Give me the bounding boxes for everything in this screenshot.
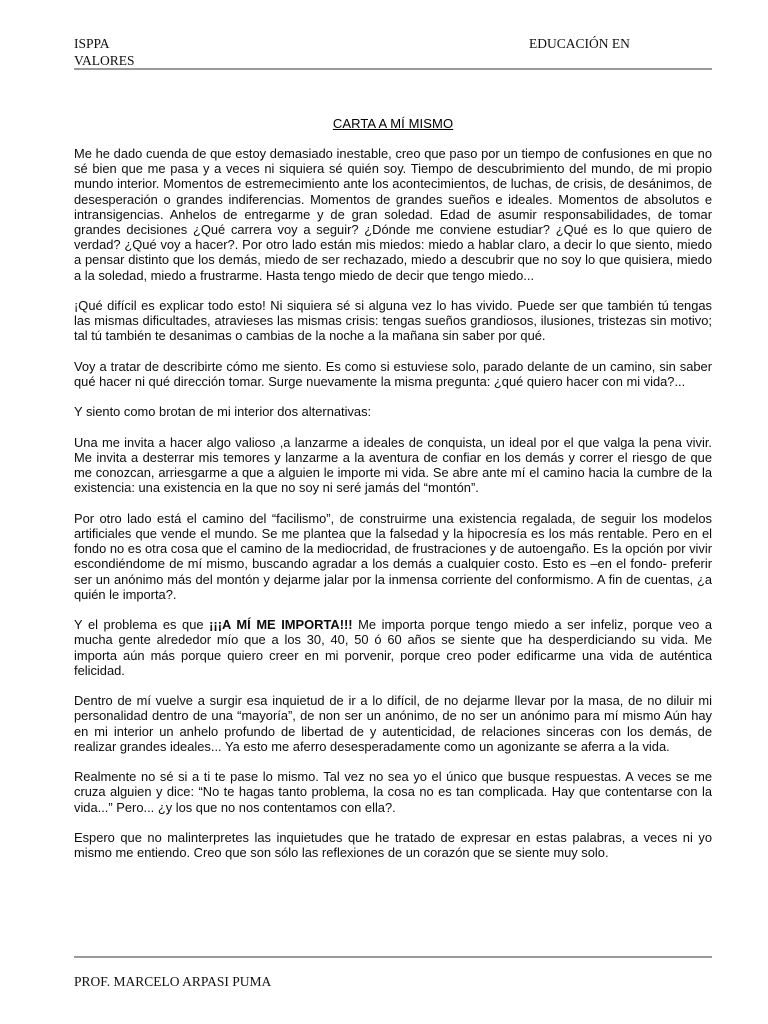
paragraph-1: Me he dado cuenda de que estoy demasiado inestable, creo que paso por un tiempo de confusiones en que no sé bien que me pasa y a veces ni siquiera sé quién soy. Tiempo de descubrimiento del mundo, de mi propio mundo interior. Momentos de estremecimiento ante los acontecimientos, de luchas, de crisis, de desánimos, de desesperación o grandes indiferencias. Momentos de grandes sueños e ideales. Momentos de absolutos e intransigencias. Anhelos de entregarme y de gran soledad. Edad de asumir responsabilidades, de tomar grandes decisiones ¿Qué carrera voy a seguir? ¿Dónde me conviene estudiar? ¿Qué es lo que quiero de verdad? ¿Qué voy a hacer?. Por otro lado están mis miedos: miedo a hablar claro, a decir lo que siento, miedo a pensar distinto que los demás, miedo de ser rechazado, miedo a descubrir que no soy lo que quisiera, miedo a la soledad, miedo a frustrarme. Hasta tengo miedo de decir que tengo miedo... xyxy=(74,146,712,283)
paragraph-6: Por otro lado está el camino del “facilismo”, de construirme una existencia regalada, de seguir los modelos artificiales que vende el mundo. Se me plantea que la falsedad y la hipocresía es los más rentable. Pero en el fondo no es otra cosa que el camino de la mediocridad, de frustraciones y de autoengaño. Es la opción por vivir escondiéndome de mí mismo, buscando agradar a los demás a cualquier costo. Esto es –en el fondo- preferir ser un anónimo más del montón y dejarme jalar por la inmensa corriente del conformismo. A fin de cuentas, ¿a quién le importa?. xyxy=(74,510,712,602)
paragraph-7 xyxy=(74,617,712,678)
document-title: CARTA A MÍ MISMO xyxy=(332,116,454,131)
page-footer: PROF. MARCELO ARPASI PUMA xyxy=(74,974,272,989)
footer-divider xyxy=(74,956,712,958)
paragraph-9: Realmente no sé si a ti te pase lo mismo. Tal vez no sea yo el único que busque respuestas. A veces se me cruza alguien y dice: “No te hagas tanto problema, la cosa no es tan complicada. Hay que contentarse con la vida...” Pero... ¿y los que no nos contentamos con ella?. xyxy=(74,769,712,815)
paragraph-4: Y siento como brotan de mi interior dos alternativas: xyxy=(74,404,372,420)
letter-body xyxy=(74,146,712,876)
paragraph-5: Una me invita a hacer algo valioso ,a lanzarme a ideales de conquista, un ideal por el que valga la pena vivir. Me invita a desterrar mis temores y lanzarme a la aventura de confiar en los demás y correr el riesgo de que me conozcan, arriesgarme a que a alguien le importe mi vida. Se abre ante mí el camino hacia la cumbre de la existencia: una existencia en la que no soy ni seré jamás del “montón”. xyxy=(74,434,712,496)
page-header xyxy=(74,35,712,67)
paragraph-10: Espero que no malinterpretes las inquietudes que he tratado de expresar en estas palabras, a veces ni yo mismo me entiendo. Creo que son sólo las reflexiones de un corazón que se siente muy solo. xyxy=(74,830,712,861)
header-course-continued: VALORES xyxy=(74,53,135,68)
paragraph-2: ¡Qué difícil es explicar todo esto! Ni siquiera sé si alguna vez lo has vivido. Puede ser que también tú tengas las mismas dificultades, atravieses las mismas crisis: tengas sueños grandiosos, ilusiones, tristezas sin motivo; tal tú también te desanimas o cambias de la noche a la mañana sin saber por qué. xyxy=(74,298,712,344)
emphasis-text: ¡¡¡A MÍ ME IMPORTA!!! xyxy=(209,617,353,633)
header-course: EDUCACIÓN EN xyxy=(529,36,630,51)
header-divider xyxy=(74,68,712,70)
header-institution: ISPPA xyxy=(74,36,110,51)
paragraph-3: Voy a tratar de describirte cómo me siento. Es como si estuviese solo, parado delante de un camino, sin saber qué hacer ni qué dirección tomar. Surge nuevamente la misma pregunta: ¿qué quiero hacer con mi vida?... xyxy=(74,358,712,390)
paragraph-7-lead: Y el problema es que xyxy=(74,617,210,633)
paragraph-7-rest: Me importa porque tengo miedo a ser infeliz, porque veo a mucha gente alrededor mío que a los 30, 40, 50 ó 60 años se siente que ha desperdiciando su vida. Me importa aún más porque quiero creer en mi porvenir, porque creo poder edificarme una vida de auténtica felicidad. xyxy=(74,617,713,678)
paragraph-8: Dentro de mí vuelve a surgir esa inquietud de ir a lo difícil, de no dejarme llevar por la masa, de no diluir mi personalidad dentro de una “mayoría”, de non ser un anónimo, de no ser un anónimo para mí mismo Aún hay en mi interior un anhelo profundo de libertad de y autenticidad, de relaciones sinceras con los demás, de realizar grandes ideales... Ya esto me aferro desesperadamente como un agonizante se aferra a la vida. xyxy=(74,693,712,754)
